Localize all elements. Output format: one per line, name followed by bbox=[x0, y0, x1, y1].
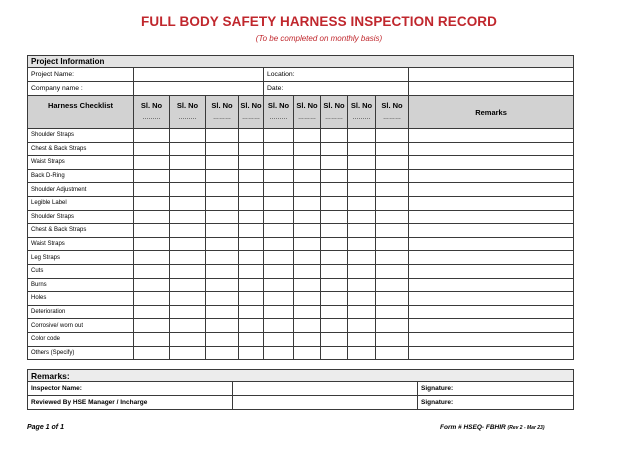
check-cell[interactable] bbox=[170, 319, 206, 333]
check-cell[interactable] bbox=[134, 196, 170, 210]
serial-no-placeholder: ……… bbox=[178, 115, 197, 121]
form-revision: (Rev 2 - Mar 23) bbox=[507, 425, 545, 431]
check-cell[interactable] bbox=[134, 305, 170, 319]
check-cell[interactable] bbox=[321, 251, 348, 265]
remarks-cell[interactable] bbox=[409, 237, 574, 251]
check-cell[interactable] bbox=[348, 196, 376, 210]
serial-no-placeholder: ……… bbox=[352, 115, 371, 121]
check-cell[interactable] bbox=[264, 142, 294, 156]
serial-no-header bbox=[206, 96, 239, 129]
checklist-item-label: Color code bbox=[28, 332, 134, 346]
checklist-item-label: Waist Straps bbox=[28, 156, 134, 170]
remarks-cell[interactable] bbox=[409, 332, 574, 346]
form-code: Form # HSEQ- FBHIR bbox=[440, 424, 506, 431]
checklist-item-label: Deterioration bbox=[28, 305, 134, 319]
serial-no-header bbox=[264, 96, 294, 129]
remarks-cell[interactable] bbox=[409, 210, 574, 224]
serial-no-label: Sl. No bbox=[296, 101, 318, 110]
check-cell[interactable] bbox=[264, 129, 294, 143]
check-cell[interactable] bbox=[239, 129, 264, 143]
check-cell[interactable] bbox=[239, 169, 264, 183]
inspector-name-field[interactable] bbox=[233, 382, 418, 396]
check-cell[interactable] bbox=[239, 183, 264, 197]
check-cell[interactable] bbox=[294, 196, 321, 210]
check-cell[interactable] bbox=[376, 196, 409, 210]
check-cell[interactable] bbox=[376, 305, 409, 319]
check-cell[interactable] bbox=[321, 169, 348, 183]
checklist-item-label: Holes bbox=[28, 292, 134, 306]
checklist-item-label: Chest & Back Straps bbox=[28, 142, 134, 156]
table-row bbox=[28, 129, 574, 143]
form-number bbox=[440, 424, 545, 431]
serial-no-placeholder: ……… bbox=[325, 115, 343, 121]
check-cell[interactable] bbox=[170, 305, 206, 319]
check-cell[interactable] bbox=[376, 237, 409, 251]
check-cell[interactable] bbox=[206, 305, 239, 319]
serial-no-header bbox=[134, 96, 170, 129]
table-row bbox=[28, 251, 574, 265]
check-cell[interactable] bbox=[239, 251, 264, 265]
remarks-cell[interactable] bbox=[409, 196, 574, 210]
check-cell[interactable] bbox=[239, 305, 264, 319]
project-name-field[interactable] bbox=[134, 68, 264, 82]
check-cell[interactable] bbox=[264, 292, 294, 306]
table-row bbox=[28, 169, 574, 183]
checklist-item-label: Chest & Back Straps bbox=[28, 224, 134, 238]
table-row bbox=[28, 278, 574, 292]
check-cell[interactable] bbox=[134, 251, 170, 265]
check-cell[interactable] bbox=[170, 169, 206, 183]
document-title: FULL BODY SAFETY HARNESS INSPECTION RECORD bbox=[141, 14, 497, 29]
check-cell[interactable] bbox=[376, 142, 409, 156]
inspector-signature-label: Signature: bbox=[418, 382, 574, 396]
check-cell[interactable] bbox=[321, 319, 348, 333]
check-cell[interactable] bbox=[321, 346, 348, 360]
reviewer-signature-label: Signature: bbox=[418, 396, 574, 410]
check-cell[interactable] bbox=[239, 142, 264, 156]
remarks-cell[interactable] bbox=[409, 156, 574, 170]
checklist-item-label: Leg Straps bbox=[28, 251, 134, 265]
check-cell[interactable] bbox=[348, 278, 376, 292]
serial-no-label: Sl. No bbox=[211, 101, 233, 110]
check-cell[interactable] bbox=[134, 319, 170, 333]
inspector-name-label: Inspector Name: bbox=[28, 382, 233, 396]
check-cell[interactable] bbox=[206, 156, 239, 170]
remarks-cell[interactable] bbox=[409, 129, 574, 143]
location-field[interactable] bbox=[409, 68, 574, 82]
table-row bbox=[28, 319, 574, 333]
check-cell[interactable] bbox=[170, 142, 206, 156]
checklist-item-label: Cuts bbox=[28, 264, 134, 278]
serial-no-label: Sl. No bbox=[140, 101, 163, 110]
check-cell[interactable] bbox=[134, 129, 170, 143]
check-cell[interactable] bbox=[134, 183, 170, 197]
check-cell[interactable] bbox=[321, 196, 348, 210]
check-cell[interactable] bbox=[170, 210, 206, 224]
serial-no-header bbox=[376, 96, 409, 129]
check-cell[interactable] bbox=[348, 305, 376, 319]
check-cell[interactable] bbox=[348, 210, 376, 224]
check-cell[interactable] bbox=[206, 169, 239, 183]
check-cell[interactable] bbox=[321, 237, 348, 251]
table-row bbox=[28, 196, 574, 210]
checklist-item-label: Corrosive/ worn out bbox=[28, 319, 134, 333]
check-cell[interactable] bbox=[348, 142, 376, 156]
checklist-item-label: Shoulder Straps bbox=[28, 210, 134, 224]
serial-no-label: Sl. No bbox=[323, 101, 345, 110]
table-row bbox=[28, 210, 574, 224]
check-cell[interactable] bbox=[239, 346, 264, 360]
check-cell[interactable] bbox=[264, 305, 294, 319]
serial-no-placeholder: ……… bbox=[142, 115, 161, 121]
check-cell[interactable] bbox=[264, 196, 294, 210]
table-row bbox=[28, 264, 574, 278]
check-cell[interactable] bbox=[294, 224, 321, 238]
check-cell[interactable] bbox=[264, 346, 294, 360]
check-cell[interactable] bbox=[321, 224, 348, 238]
page-number: Page 1 of 1 bbox=[27, 424, 64, 431]
remarks-cell[interactable] bbox=[409, 278, 574, 292]
check-cell[interactable] bbox=[206, 251, 239, 265]
table-row bbox=[28, 346, 574, 360]
check-cell[interactable] bbox=[170, 264, 206, 278]
serial-no-placeholder: ……… bbox=[269, 115, 288, 121]
check-cell[interactable] bbox=[206, 237, 239, 251]
check-cell[interactable] bbox=[321, 156, 348, 170]
document-subtitle: (To be completed on monthly basis) bbox=[255, 34, 383, 43]
project-info-heading: Project Information bbox=[28, 56, 574, 68]
check-cell[interactable] bbox=[294, 264, 321, 278]
reviewer-name-field[interactable] bbox=[233, 396, 418, 410]
check-cell[interactable] bbox=[376, 224, 409, 238]
check-cell[interactable] bbox=[321, 292, 348, 306]
check-cell[interactable] bbox=[206, 210, 239, 224]
remarks-cell[interactable] bbox=[409, 183, 574, 197]
check-cell[interactable] bbox=[239, 278, 264, 292]
check-cell[interactable] bbox=[294, 332, 321, 346]
check-cell[interactable] bbox=[239, 156, 264, 170]
check-cell[interactable] bbox=[206, 264, 239, 278]
check-cell[interactable] bbox=[264, 237, 294, 251]
check-cell[interactable] bbox=[348, 224, 376, 238]
project-name-label: Project Name: bbox=[28, 68, 134, 82]
remarks-cell[interactable] bbox=[409, 346, 574, 360]
check-cell[interactable] bbox=[348, 264, 376, 278]
check-cell[interactable] bbox=[264, 224, 294, 238]
check-cell[interactable] bbox=[294, 210, 321, 224]
remarks-cell[interactable] bbox=[409, 169, 574, 183]
check-cell[interactable] bbox=[206, 332, 239, 346]
remarks-cell[interactable] bbox=[409, 142, 574, 156]
check-cell[interactable] bbox=[321, 332, 348, 346]
check-cell[interactable] bbox=[170, 251, 206, 265]
check-cell[interactable] bbox=[264, 319, 294, 333]
serial-no-header bbox=[348, 96, 376, 129]
check-cell[interactable] bbox=[321, 210, 348, 224]
table-row bbox=[28, 142, 574, 156]
serial-no-label: Sl. No bbox=[267, 101, 290, 110]
remarks-cell[interactable] bbox=[409, 264, 574, 278]
check-cell[interactable] bbox=[170, 332, 206, 346]
reviewer-label: Reviewed By HSE Manager / Incharge bbox=[28, 396, 233, 410]
check-cell[interactable] bbox=[206, 129, 239, 143]
check-cell[interactable] bbox=[239, 237, 264, 251]
checklist-item-label: Waist Straps bbox=[28, 237, 134, 251]
check-cell[interactable] bbox=[134, 169, 170, 183]
check-cell[interactable] bbox=[348, 332, 376, 346]
checklist-item-label: Legible Label bbox=[28, 196, 134, 210]
check-cell[interactable] bbox=[134, 210, 170, 224]
serial-no-label: Sl. No bbox=[350, 101, 373, 110]
check-cell[interactable] bbox=[294, 319, 321, 333]
check-cell[interactable] bbox=[206, 346, 239, 360]
check-cell[interactable] bbox=[239, 292, 264, 306]
checklist-item-label: Burns bbox=[28, 278, 134, 292]
check-cell[interactable] bbox=[376, 264, 409, 278]
check-cell[interactable] bbox=[239, 196, 264, 210]
check-cell[interactable] bbox=[348, 183, 376, 197]
check-cell[interactable] bbox=[170, 156, 206, 170]
location-label: Location: bbox=[264, 68, 409, 82]
check-cell[interactable] bbox=[264, 251, 294, 265]
check-cell[interactable] bbox=[321, 142, 348, 156]
check-cell[interactable] bbox=[321, 183, 348, 197]
serial-no-placeholder: ……… bbox=[213, 115, 231, 121]
check-cell[interactable] bbox=[239, 210, 264, 224]
check-cell[interactable] bbox=[134, 278, 170, 292]
check-cell[interactable] bbox=[206, 196, 239, 210]
check-cell[interactable] bbox=[348, 156, 376, 170]
check-cell[interactable] bbox=[264, 156, 294, 170]
check-cell[interactable] bbox=[294, 169, 321, 183]
check-cell[interactable] bbox=[264, 210, 294, 224]
remarks-cell[interactable] bbox=[409, 292, 574, 306]
check-cell[interactable] bbox=[170, 183, 206, 197]
table-row bbox=[28, 224, 574, 238]
check-cell[interactable] bbox=[294, 129, 321, 143]
check-cell[interactable] bbox=[170, 224, 206, 238]
table-row bbox=[28, 332, 574, 346]
check-cell[interactable] bbox=[376, 251, 409, 265]
check-cell[interactable] bbox=[321, 278, 348, 292]
check-cell[interactable] bbox=[294, 278, 321, 292]
check-cell[interactable] bbox=[376, 346, 409, 360]
check-cell[interactable] bbox=[294, 305, 321, 319]
table-row bbox=[28, 156, 574, 170]
remarks-cell[interactable] bbox=[409, 224, 574, 238]
check-cell[interactable] bbox=[206, 224, 239, 238]
check-cell[interactable] bbox=[134, 332, 170, 346]
table-row bbox=[28, 292, 574, 306]
check-cell[interactable] bbox=[348, 169, 376, 183]
serial-no-placeholder: ……… bbox=[383, 115, 401, 121]
check-cell[interactable] bbox=[376, 169, 409, 183]
table-row bbox=[28, 305, 574, 319]
check-cell[interactable] bbox=[376, 210, 409, 224]
check-cell[interactable] bbox=[348, 237, 376, 251]
check-cell[interactable] bbox=[264, 332, 294, 346]
check-cell[interactable] bbox=[376, 183, 409, 197]
check-cell[interactable] bbox=[170, 292, 206, 306]
remarks-cell[interactable] bbox=[409, 319, 574, 333]
date-label: Date: bbox=[264, 82, 409, 96]
check-cell[interactable] bbox=[294, 183, 321, 197]
check-cell[interactable] bbox=[170, 346, 206, 360]
checklist-item-label: Others (Specify) bbox=[28, 346, 134, 360]
check-cell[interactable] bbox=[294, 142, 321, 156]
check-cell[interactable] bbox=[206, 292, 239, 306]
check-cell[interactable] bbox=[264, 169, 294, 183]
company-name-label: Company name : bbox=[28, 82, 134, 96]
check-cell[interactable] bbox=[348, 129, 376, 143]
check-cell[interactable] bbox=[206, 142, 239, 156]
date-field[interactable] bbox=[409, 82, 574, 96]
remarks-heading: Remarks: bbox=[28, 370, 574, 382]
harness-checklist-header: Harness Checklist bbox=[28, 96, 134, 129]
serial-no-header bbox=[239, 96, 264, 129]
remarks-cell[interactable] bbox=[409, 305, 574, 319]
check-cell[interactable] bbox=[294, 346, 321, 360]
check-cell[interactable] bbox=[348, 292, 376, 306]
serial-no-header bbox=[294, 96, 321, 129]
inspection-table bbox=[27, 55, 574, 360]
checklist-item-label: Shoulder Straps bbox=[28, 129, 134, 143]
serial-no-header bbox=[170, 96, 206, 129]
check-cell[interactable] bbox=[294, 292, 321, 306]
check-cell[interactable] bbox=[264, 183, 294, 197]
check-cell[interactable] bbox=[134, 156, 170, 170]
check-cell[interactable] bbox=[294, 156, 321, 170]
check-cell[interactable] bbox=[134, 292, 170, 306]
check-cell[interactable] bbox=[170, 196, 206, 210]
check-cell[interactable] bbox=[264, 264, 294, 278]
serial-no-header bbox=[321, 96, 348, 129]
remarks-table bbox=[27, 369, 574, 410]
remarks-cell[interactable] bbox=[409, 251, 574, 265]
serial-no-placeholder: ……… bbox=[242, 115, 260, 121]
check-cell[interactable] bbox=[376, 129, 409, 143]
check-cell[interactable] bbox=[376, 156, 409, 170]
serial-no-label: Sl. No bbox=[381, 101, 403, 110]
check-cell[interactable] bbox=[134, 237, 170, 251]
check-cell[interactable] bbox=[294, 237, 321, 251]
check-cell[interactable] bbox=[134, 142, 170, 156]
check-cell[interactable] bbox=[239, 224, 264, 238]
serial-no-label: Sl. No bbox=[176, 101, 199, 110]
check-cell[interactable] bbox=[134, 224, 170, 238]
checklist-item-label: Shoulder Adjustment bbox=[28, 183, 134, 197]
serial-no-label: Sl. No bbox=[240, 101, 262, 110]
check-cell[interactable] bbox=[376, 278, 409, 292]
check-cell[interactable] bbox=[376, 319, 409, 333]
check-cell[interactable] bbox=[294, 251, 321, 265]
check-cell[interactable] bbox=[170, 278, 206, 292]
check-cell[interactable] bbox=[206, 278, 239, 292]
check-cell[interactable] bbox=[376, 292, 409, 306]
check-cell[interactable] bbox=[321, 305, 348, 319]
check-cell[interactable] bbox=[348, 251, 376, 265]
table-row bbox=[28, 237, 574, 251]
remarks-header: Remarks bbox=[409, 96, 574, 129]
check-cell[interactable] bbox=[134, 346, 170, 360]
check-cell[interactable] bbox=[321, 129, 348, 143]
check-cell[interactable] bbox=[348, 346, 376, 360]
check-cell[interactable] bbox=[206, 183, 239, 197]
check-cell[interactable] bbox=[206, 319, 239, 333]
check-cell[interactable] bbox=[239, 264, 264, 278]
check-cell[interactable] bbox=[348, 319, 376, 333]
check-cell[interactable] bbox=[264, 278, 294, 292]
check-cell[interactable] bbox=[239, 319, 264, 333]
check-cell[interactable] bbox=[239, 332, 264, 346]
check-cell[interactable] bbox=[376, 332, 409, 346]
company-name-field[interactable] bbox=[134, 82, 264, 96]
table-row bbox=[28, 183, 574, 197]
check-cell[interactable] bbox=[170, 129, 206, 143]
checklist-item-label: Back D-Ring bbox=[28, 169, 134, 183]
check-cell[interactable] bbox=[170, 237, 206, 251]
check-cell[interactable] bbox=[134, 264, 170, 278]
serial-no-placeholder: ……… bbox=[298, 115, 316, 121]
check-cell[interactable] bbox=[321, 264, 348, 278]
